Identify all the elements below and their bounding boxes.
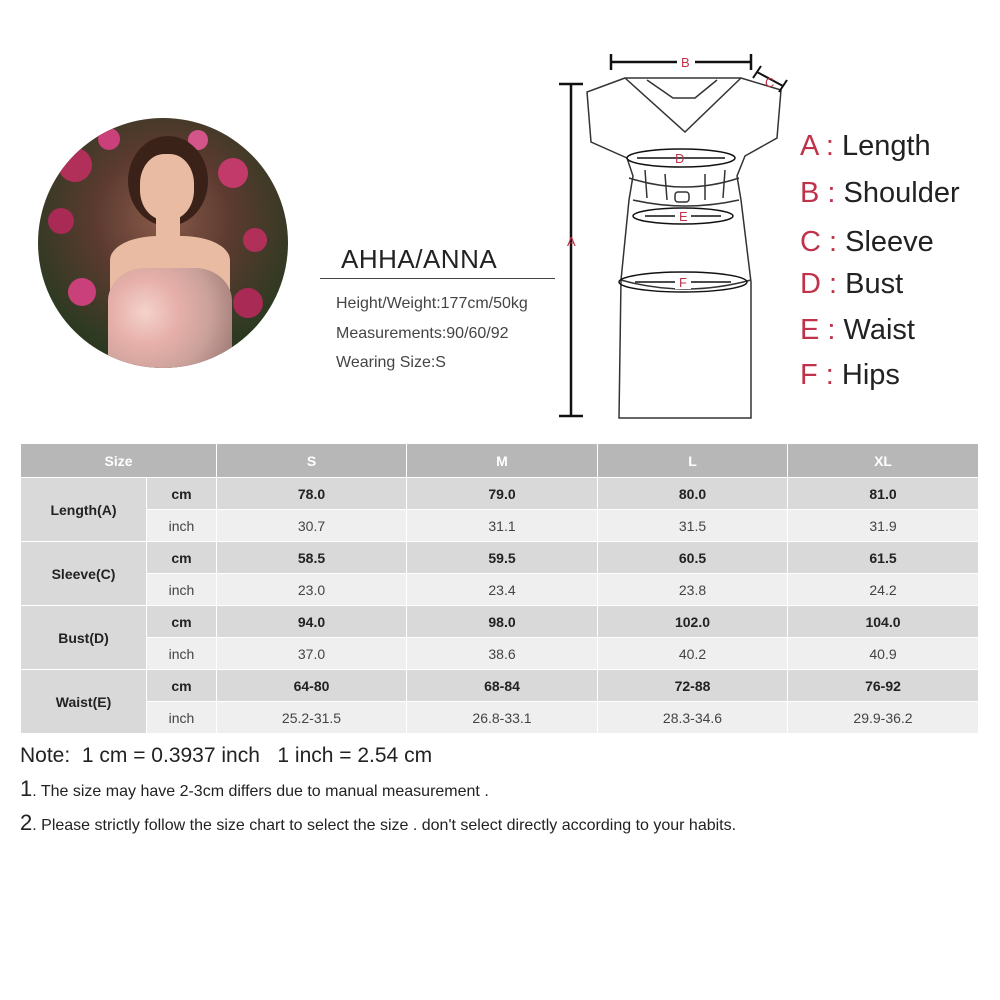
- brand-divider: [320, 278, 555, 279]
- row-label-length: Length(A): [21, 478, 147, 542]
- table-row: [21, 542, 979, 574]
- table-cell: 68-84: [407, 670, 598, 702]
- legend-separator: :: [827, 177, 836, 209]
- table-cell: 72-88: [598, 670, 788, 702]
- table-row: [21, 478, 979, 510]
- model-height-weight: Height/Weight:177cm/50kg: [336, 295, 528, 312]
- dress-outline: [587, 78, 781, 418]
- unit-inch: inch: [147, 510, 217, 542]
- row-label-sleeve: Sleeve(C): [21, 542, 147, 606]
- legend-letter: D: [800, 268, 821, 300]
- table-cell: 38.6: [407, 638, 598, 670]
- legend-name: Bust: [845, 268, 904, 300]
- legend-item: [800, 268, 903, 301]
- legend-item: [800, 130, 931, 163]
- table-cell: 23.4: [407, 574, 598, 606]
- header-size-s: S: [217, 444, 407, 478]
- table-cell: 26.8-33.1: [407, 702, 598, 734]
- legend-name: Waist: [843, 314, 915, 346]
- table-cell: 60.5: [598, 542, 788, 574]
- table-cell: 31.1: [407, 510, 598, 542]
- dimension-a: [559, 84, 583, 416]
- model-measurements: Measurements:90/60/92: [336, 325, 509, 342]
- brand-name: AHHA/ANNA: [341, 244, 498, 274]
- table-cell: 64-80: [217, 670, 407, 702]
- size-chart-table: [20, 443, 979, 734]
- table-row: [21, 606, 979, 638]
- table-row: [21, 574, 979, 606]
- legend-separator: :: [825, 359, 834, 391]
- table-row: [21, 702, 979, 734]
- dim-label-f: F: [679, 275, 687, 290]
- legend-separator: :: [827, 314, 836, 346]
- note-number: 2: [20, 810, 33, 835]
- legend-separator: :: [829, 268, 838, 300]
- legend-name: Hips: [841, 359, 900, 391]
- legend-item: [800, 177, 960, 210]
- table-cell: 40.2: [598, 638, 788, 670]
- row-label-bust: Bust(D): [21, 606, 147, 670]
- unit-inch: inch: [147, 638, 217, 670]
- table-cell: 23.0: [217, 574, 407, 606]
- table-cell: 40.9: [788, 638, 979, 670]
- table-cell: 25.2-31.5: [217, 702, 407, 734]
- dim-label-e: E: [679, 209, 688, 224]
- header-size: Size: [21, 444, 217, 478]
- table-cell: 24.2: [788, 574, 979, 606]
- table-cell: 28.3-34.6: [598, 702, 788, 734]
- table-cell: 31.9: [788, 510, 979, 542]
- legend-item: [800, 359, 900, 392]
- table-cell: 81.0: [788, 478, 979, 510]
- legend-name: Length: [841, 130, 931, 162]
- header-size-m: M: [407, 444, 598, 478]
- table-cell: 61.5: [788, 542, 979, 574]
- table-cell: 102.0: [598, 606, 788, 638]
- dim-label-d: D: [675, 151, 685, 166]
- legend-name: Shoulder: [843, 177, 960, 209]
- model-wearing-size: Wearing Size:S: [336, 354, 446, 371]
- table-cell: 37.0: [217, 638, 407, 670]
- dim-label-a: A: [567, 234, 576, 249]
- row-label-waist: Waist(E): [21, 670, 147, 734]
- conversion-note: Note: 1 cm = 0.3937 inch 1 inch = 2.54 cm: [20, 744, 433, 767]
- table-cell: 31.5: [598, 510, 788, 542]
- unit-cm: cm: [147, 542, 217, 574]
- table-row: [21, 670, 979, 702]
- legend-letter: E: [800, 314, 820, 346]
- legend-name: Sleeve: [845, 226, 934, 258]
- legend-letter: F: [800, 359, 818, 391]
- dim-label-b: B: [681, 55, 690, 70]
- table-row: [21, 638, 979, 670]
- unit-cm: cm: [147, 606, 217, 638]
- table-cell: 98.0: [407, 606, 598, 638]
- table-cell: 59.5: [407, 542, 598, 574]
- table-row: [21, 510, 979, 542]
- table-cell: 23.8: [598, 574, 788, 606]
- table-cell: 104.0: [788, 606, 979, 638]
- note-item-2: [20, 810, 736, 836]
- unit-inch: inch: [147, 702, 217, 734]
- legend-letter: C: [800, 226, 821, 258]
- header-size-l: L: [598, 444, 788, 478]
- legend-separator: :: [829, 226, 838, 258]
- note-text: . The size may have 2-3cm differs due to manual measurement .: [32, 783, 489, 800]
- table-cell: 30.7: [217, 510, 407, 542]
- dim-label-c: C: [765, 75, 775, 90]
- dress-size-diagram: [555, 50, 795, 430]
- legend-item: [800, 226, 934, 259]
- table-cell: 79.0: [407, 478, 598, 510]
- table-cell: 78.0: [217, 478, 407, 510]
- legend-item: [800, 314, 915, 347]
- table-cell: 94.0: [217, 606, 407, 638]
- table-header-row: [21, 444, 979, 478]
- note-item-1: [20, 776, 489, 802]
- unit-cm: cm: [147, 670, 217, 702]
- legend-letter: B: [800, 177, 820, 209]
- legend-letter: A: [800, 130, 818, 162]
- model-photo: [38, 118, 288, 368]
- unit-cm: cm: [147, 478, 217, 510]
- table-cell: 80.0: [598, 478, 788, 510]
- table-cell: 76-92: [788, 670, 979, 702]
- header-size-xl: XL: [788, 444, 979, 478]
- note-number: 1: [20, 776, 33, 801]
- note-text: . Please strictly follow the size chart to select the size . don't select directly according to your habits.: [32, 817, 737, 834]
- legend-separator: :: [825, 130, 834, 162]
- table-cell: 58.5: [217, 542, 407, 574]
- table-cell: 29.9-36.2: [788, 702, 979, 734]
- unit-inch: inch: [147, 574, 217, 606]
